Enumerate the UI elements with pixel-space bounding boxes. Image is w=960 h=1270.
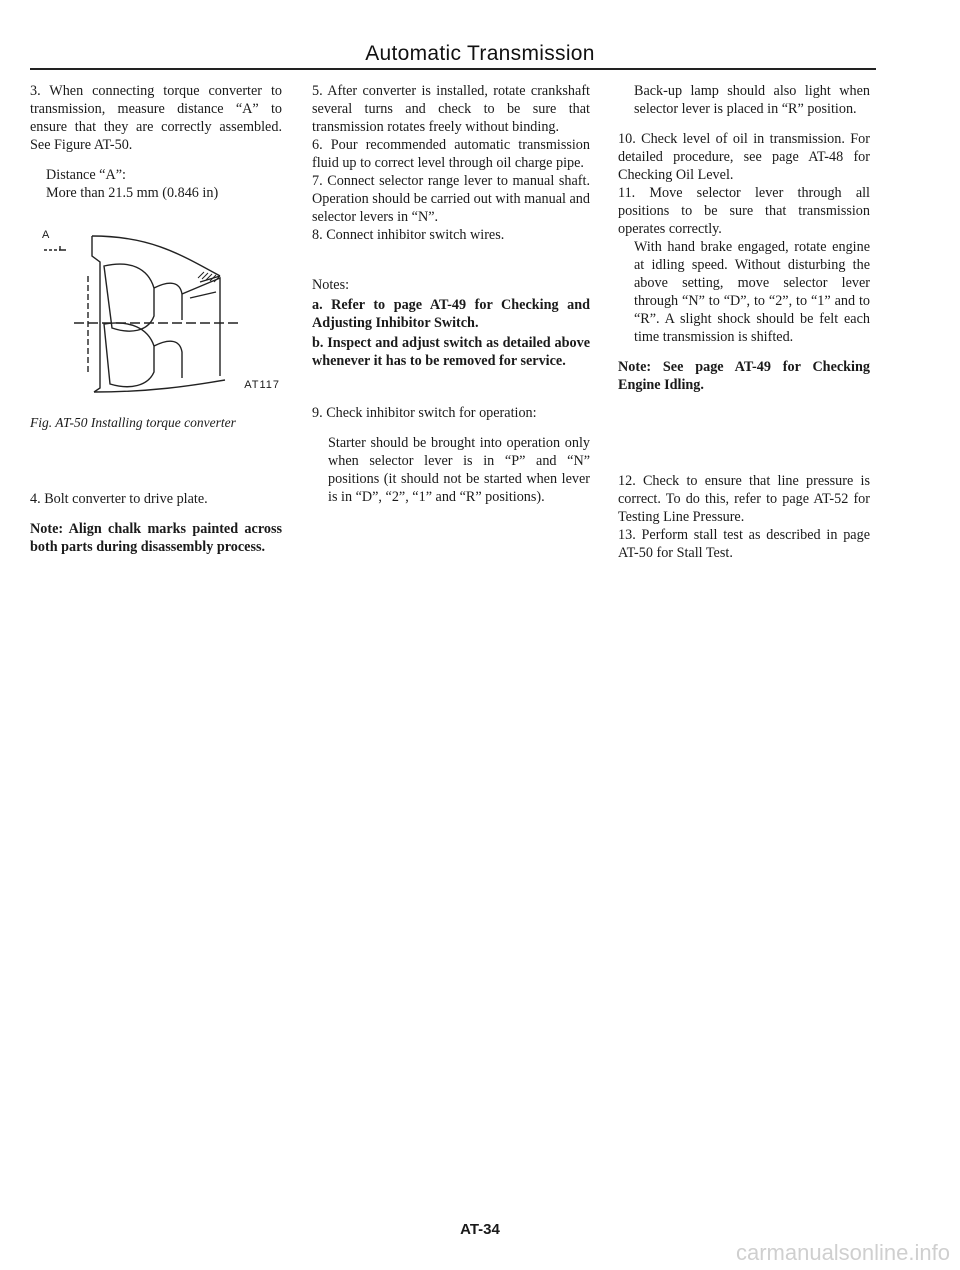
note-chalk-marks: Note: Align chalk marks painted across both parts during disassembly process.: [30, 521, 282, 555]
dimension-a-label: A: [42, 229, 50, 241]
step-9: 9. Check inhibitor switch for operation:: [312, 405, 537, 421]
column-1: [30, 82, 282, 568]
figure-caption: Fig. AT-50 Installing torque converter: [30, 415, 236, 430]
step-8: 8. Connect inhibitor switch wires.: [312, 227, 505, 243]
step-5: 5. After converter is installed, rotate crankshaft several turns and check to be sure that transmission rotates freely without binding.: [312, 83, 590, 135]
distance-label: Distance “A”:: [46, 167, 126, 183]
page-number: AT-34: [460, 1221, 500, 1238]
watermark: carmanualsonline.info: [735, 1240, 950, 1265]
note-engine-idling: Note: See page AT-49 for Checking Engine Idling.: [618, 359, 870, 393]
torque-converter-figure: [30, 216, 282, 406]
page-header-title: Automatic Transmission: [365, 42, 595, 65]
distance-value: More than 21.5 mm (0.846 in): [46, 185, 219, 201]
column-2: [312, 82, 590, 518]
header-rule: [30, 68, 876, 70]
distance-spec: [30, 166, 282, 202]
figure-code: AT117: [244, 379, 280, 391]
backup-lamp-text: Back-up lamp should also light when selector lever is placed in “R” position.: [634, 83, 870, 117]
step-11: 11. Move selector lever through all positions to be sure that transmission operates correctly.: [618, 185, 870, 237]
step-7: 7. Connect selector range lever to manual shaft. Operation should be carried out with manual and selector levers in “N”.: [312, 173, 590, 225]
step-6: 6. Pour recommended automatic transmission fluid up to correct level through oil charge pipe.: [312, 137, 590, 171]
step-13: 13. Perform stall test as described in page AT-50 for Stall Test.: [618, 527, 870, 561]
note-b: b. Inspect and adjust switch as detailed above whenever it has to be removed for service.: [312, 335, 590, 369]
note-a: a. Refer to page AT-49 for Checking and Adjusting Inhibitor Switch.: [312, 297, 590, 331]
column-3: [618, 82, 870, 574]
step-11-body: With hand brake engaged, rotate engine at idling speed. Without disturbing the above setting, move selector lever through “N” to “D”, to “2”, to “1” and to “R”. A slight shock should be felt each time transmission is shifted.: [634, 239, 870, 345]
step-3: 3. When connecting torque converter to transmission, measure distance “A” to ensure that they are correctly assembled. See Figure AT-50.: [30, 83, 282, 153]
notes-title: Notes:: [312, 277, 350, 293]
step-4: 4. Bolt converter to drive plate.: [30, 491, 208, 507]
step-9-body: Starter should be brought into operation only when selector lever is in “P” and “N” positions (it should not be started when lever is in “D”, “2”, “1” and “R” positions).: [328, 435, 590, 505]
step-12: 12. Check to ensure that line pressure is correct. To do this, refer to page AT-52 for Testing Line Pressure.: [618, 473, 870, 525]
step-10: 10. Check level of oil in transmission. For detailed procedure, see page AT-48 for Checking Oil Level.: [618, 131, 870, 183]
